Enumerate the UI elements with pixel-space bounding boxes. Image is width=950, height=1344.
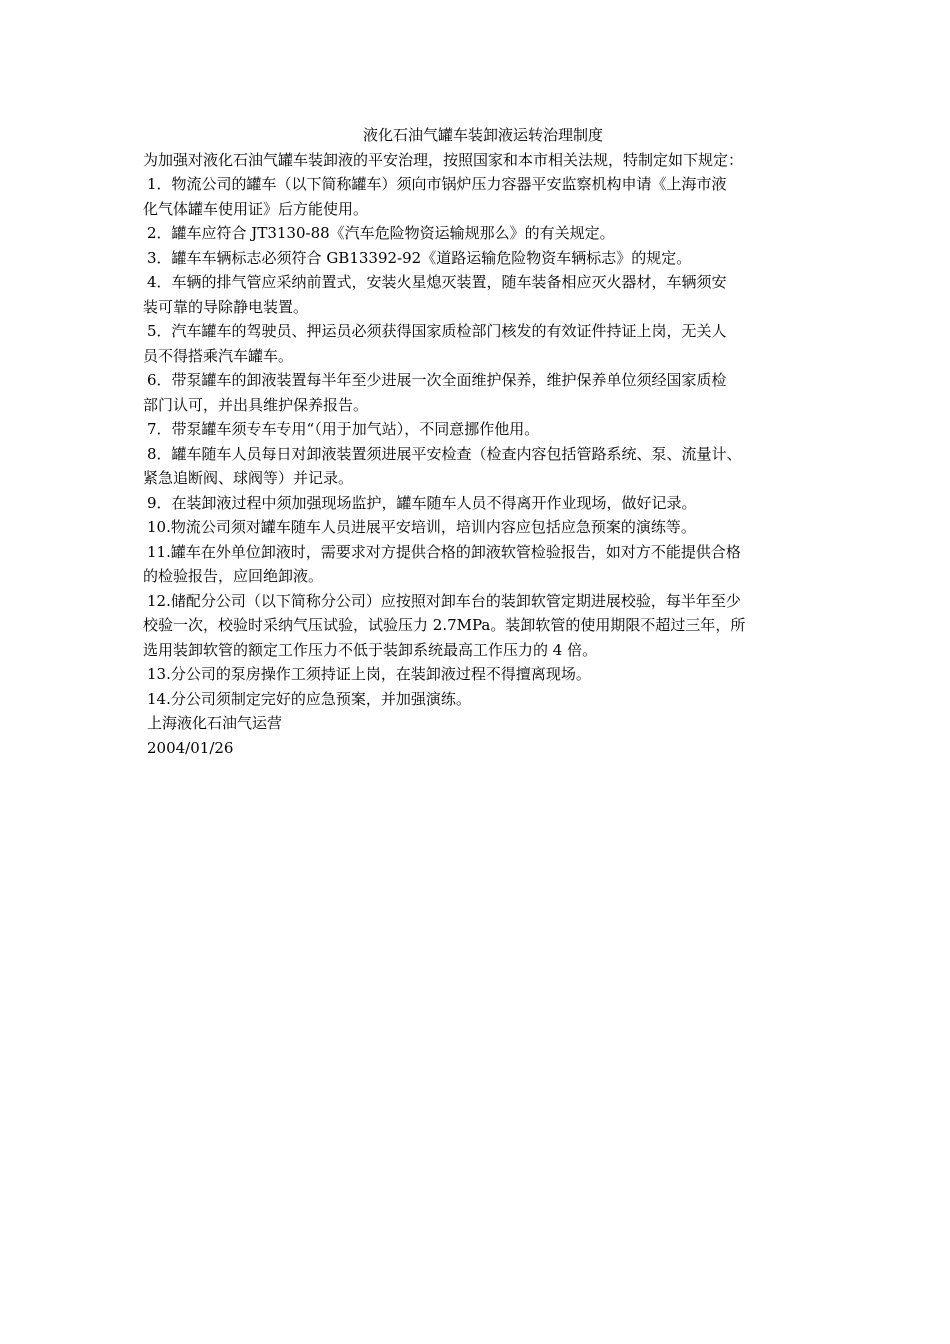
regulation-item-line: 化气体罐车使用证》后方能使用。 [143,199,369,218]
regulation-item-line: 12.储配分公司（以下简称分公司）应按照对卸车台的装卸软管定期进展校验，每半年至少 [147,591,741,610]
regulation-item-line: 紧急追断阀、球阀等）并记录。 [143,469,354,487]
regulation-item-line: 部门认可，并出具维护保养报告。 [143,395,369,414]
regulation-item-line: 9．在装卸液过程中须加强现场监护，罐车随车人员不得离开作业现场，做好记录。 [147,493,697,512]
regulation-item-line: 13.分公司的泵房操作工须持证上岗，在装卸液过程不得擅离现场。 [147,665,591,683]
regulation-item-line: 8．罐车随车人员每日对卸液装置须进展平安检查（检查内容包括管路系统、泵、流量计、 [147,444,742,463]
regulation-item-line: 选用装卸软管的额定工作压力不低于装卸系统最高工作压力的 4 倍。 [143,640,598,659]
document-title: 液化石油气罐车装卸液运转治理制度 [362,126,603,144]
regulation-item-line: 的检验报告，应回绝卸液。 [143,567,324,585]
issuer-name: 上海液化石油气运营 [147,714,283,732]
issue-date: 2004/01/26 [147,738,234,757]
regulation-item [143,515,823,540]
document-body [143,123,823,760]
regulation-item [143,540,823,589]
regulation-item [143,221,823,246]
regulation-item-line: 11.罐车在外单位卸液时，需要求对方提供合格的卸液软管检验报告，如对方不能提供合格 [147,542,741,561]
regulation-item [143,172,823,221]
regulation-item-line: 1．物流公司的罐车（以下简称罐车）须向市锅炉压力容器平安监察机构申请《上海市液 [147,175,727,193]
regulation-item-line: 校验一次，校验时采纳气压试验，试验压力 2.7MPa。装卸软管的使用期限不超过三年，所 [143,616,746,634]
regulation-item-line: 14.分公司须制定完好的应急预案，并加强演练。 [147,689,471,708]
regulation-item [143,589,823,663]
regulation-item [143,687,823,712]
regulation-item [143,246,823,271]
regulation-item-line: 装可靠的导除静电装置。 [143,297,309,316]
regulation-item-line: 5．汽车罐车的驾驶员、押运员必须获得国家质检部门核发的有效证件持证上岗，无关人 [147,322,727,340]
regulation-list [143,172,823,711]
regulation-item-line: 员不得搭乘汽车罐车。 [143,346,294,365]
regulation-item-line: 2．罐车应符合 JT3130-88《汽车危险物资运输规那么》的有关规定。 [147,224,615,242]
regulation-item [143,442,823,491]
regulation-item [143,662,823,687]
regulation-item-line: 4．车辆的排气管应采纳前置式，安装火星熄灭装置，随车装备相应灭火器材，车辆须安 [147,273,727,291]
regulation-item-line: 10.物流公司须对罐车随车人员进展平安培训，培训内容应包括应急预案的演练等。 [147,518,696,536]
regulation-item [143,368,823,417]
regulation-item-line: 6．带泵罐车的卸液装置每半年至少进展一次全面维护保养，维护保养单位须经国家质检 [147,371,727,389]
regulation-item [143,417,823,442]
regulation-item [143,319,823,368]
regulation-item-line: 7．带泵罐车须专车专用“（用于加气站），不同意挪作他用。 [147,420,540,438]
regulation-item [143,491,823,516]
regulation-item-line: 3．罐车车辆标志必须符合 GB13392-92《道路运输危险物资车辆标志》的规定。 [147,248,692,267]
intro-paragraph: 为加强对液化石油气罐车装卸液的平安治理，按照国家和本市相关法规，特制定如下规定： [143,150,744,169]
regulation-item [143,270,823,319]
